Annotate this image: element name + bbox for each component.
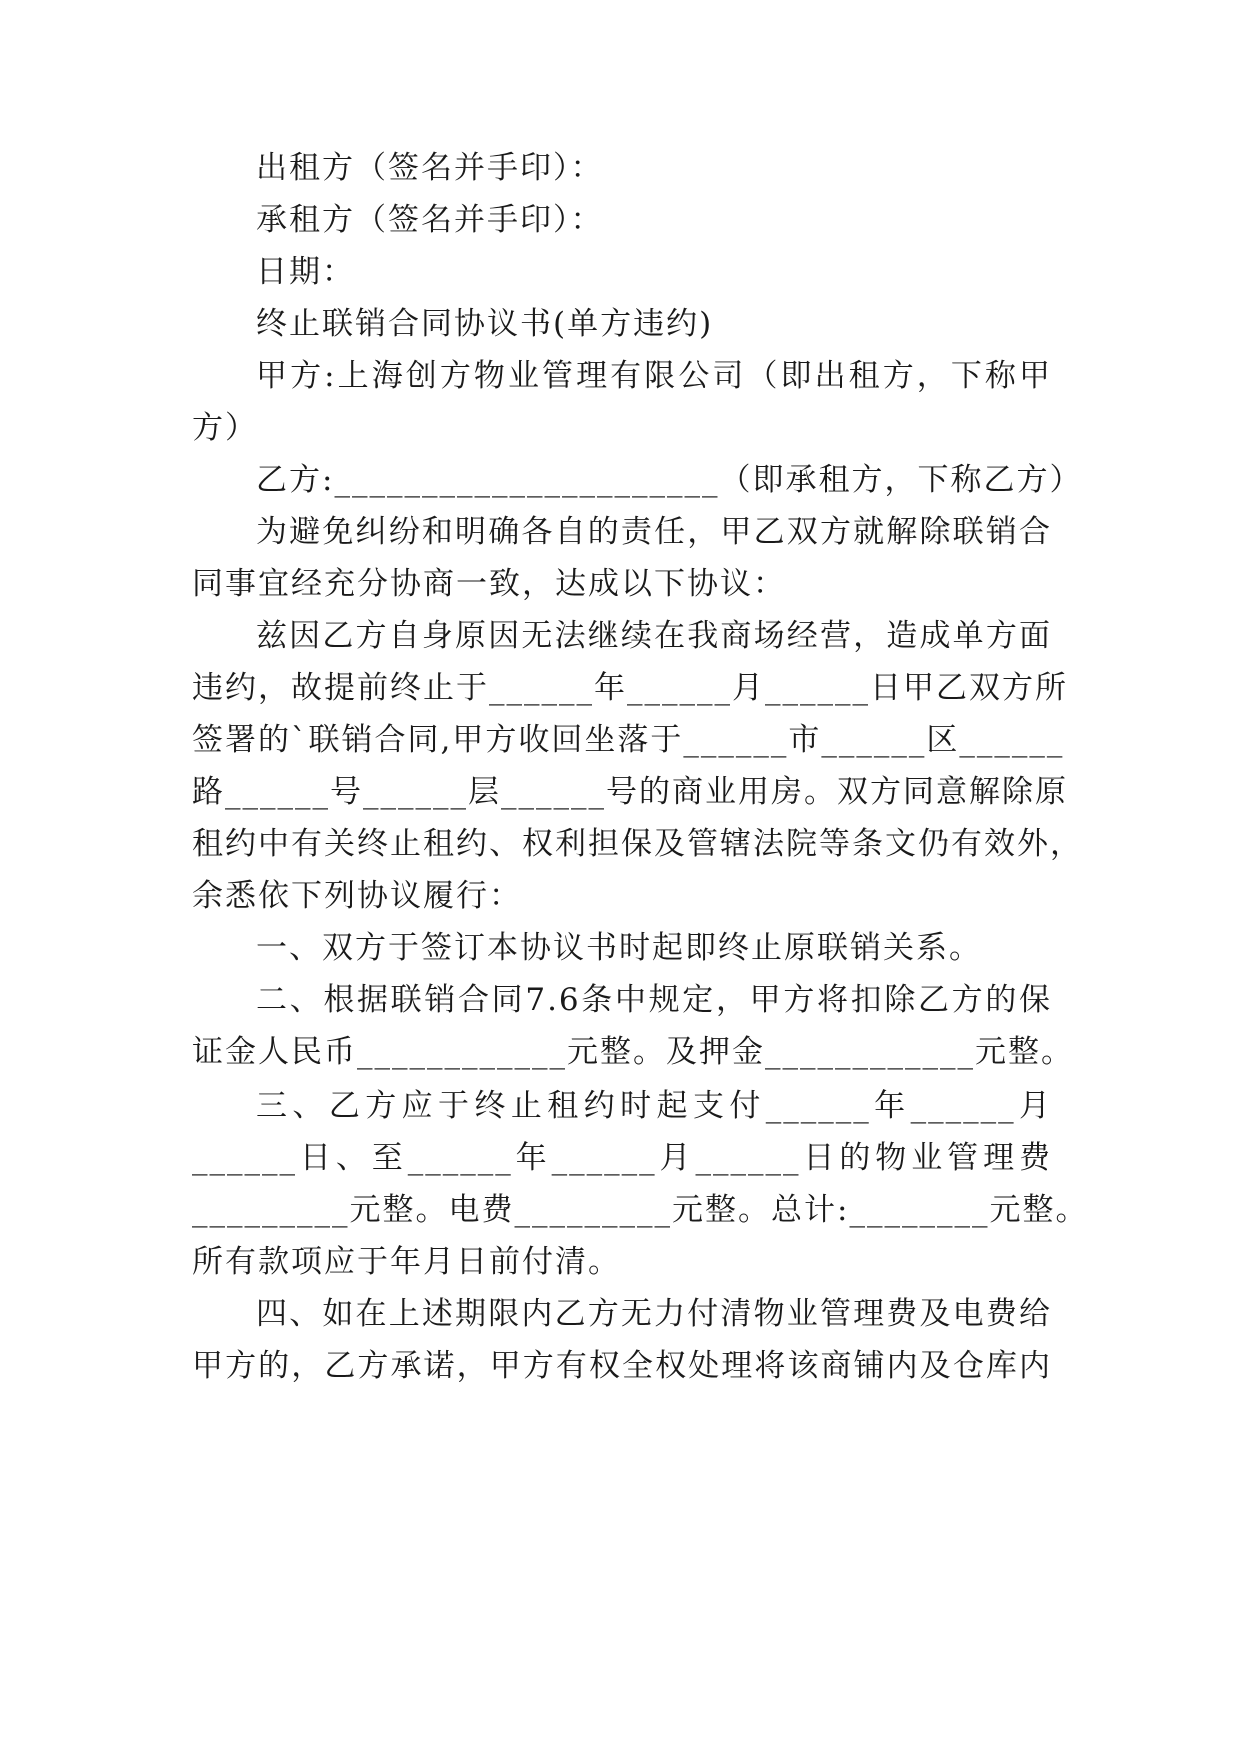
paragraph-line: ______日、至______年______月______日的物业管理费 [192, 1140, 1052, 1176]
party-b-line: 乙方:______________________（即承租方，下称乙方） [256, 462, 1083, 498]
paragraph-line: 签署的`联销合同,甲方收回坐落于______市______区______ [192, 722, 1065, 758]
paragraph-line: 证金人民币____________元整。及押金____________元整。 [192, 1034, 1074, 1070]
paragraph-line: 余悉依下列协议履行： [192, 878, 522, 914]
paragraph-line: 所有款项应于年月日前付清。 [192, 1244, 621, 1280]
paragraph-line: 同事宜经充分协商一致，达成以下协议： [192, 566, 786, 602]
paragraph-line: 为避免纠纷和明确各自的责任，甲乙双方就解除联销合 [256, 514, 1052, 550]
document-title: 终止联销合同协议书(单方违约) [256, 306, 714, 342]
paragraph-line: 兹因乙方自身原因无法继续在我商场经营，造成单方面 [256, 618, 1052, 654]
clause-2-line: 二、根据联销合同7.6条中规定，甲方将扣除乙方的保 [256, 982, 1052, 1018]
clause-3-line: 三、乙方应于终止租约时起支付______年______月 [256, 1088, 1052, 1124]
paragraph-line: 违约，故提前终止于______年______月______日甲乙双方所 [192, 670, 1068, 706]
paragraph-line: 租约中有关终止租约、权利担保及管辖法院等条文仍有效外， [192, 826, 1083, 862]
date-line: 日期： [256, 254, 355, 290]
clause-4-line: 四、如在上述期限内乙方无力付清物业管理费及电费给 [256, 1296, 1052, 1332]
paragraph-line: 方） [192, 410, 258, 446]
clause-1-line: 一、双方于签订本协议书时起即终止原联销关系。 [256, 930, 982, 966]
signature-lessee-line: 承租方（签名并手印）： [256, 202, 604, 238]
signature-lessor-line: 出租方（签名并手印）： [256, 150, 604, 186]
paragraph-line: 甲方的，乙方承诺，甲方有权全权处理将该商铺内及仓库内 [192, 1348, 1052, 1384]
paragraph-line: 路______号______层______号的商业用房。双方同意解除原 [192, 774, 1068, 810]
party-a-line: 甲方:上海创方物业管理有限公司（即出租方，下称甲 [256, 358, 1052, 394]
paragraph-line: _________元整。电费_________元整。总计:________元整。 [192, 1192, 1089, 1228]
